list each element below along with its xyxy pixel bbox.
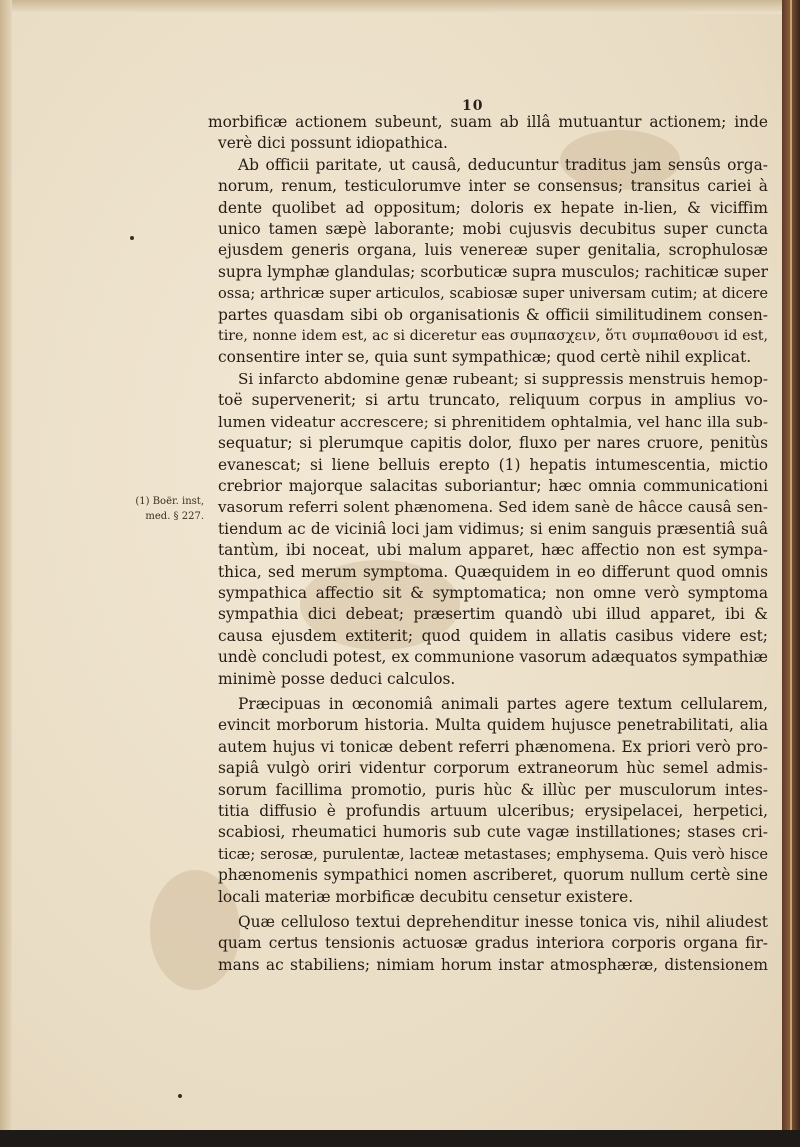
text-line: sympathia dici debeat; præsertim quandò ubi illud apparet, ibi &: [218, 605, 768, 624]
text-line: sympathica affectio sit & symptomatica; non omne verò symptoma: [218, 583, 768, 602]
text-line: toë supervenerit; si artu truncato, reliquum corpus in amplius vo-: [218, 391, 768, 410]
text-line: tantùm, ibi noceat, ubi malum apparet, hæc affectio non est sympa-: [218, 541, 768, 560]
paragraph: [208, 369, 768, 690]
text-line: tire, nonne idem est, ac si diceretur eas συμπασχειν, ὅτι συμπαθουσι id est,: [218, 328, 768, 345]
text-line: evanescat; si liene belluis erepto (1) hepatis intumescentia, mictio: [218, 455, 768, 474]
binding-stripe: [790, 0, 792, 1147]
text-line: thica, sed merum symptoma. Quæquidem in eo differunt quod omnis: [218, 562, 768, 581]
margin-footnote-line: med. § 227.: [145, 511, 204, 522]
text-line: Præcipuas in œconomiâ animali partes agere textum cellularem,: [238, 694, 768, 713]
text-line: tiendum ac de viciniâ loci jam vidimus; si enim sanguis præsentiâ suâ: [218, 519, 768, 538]
text-line: sorum facillima promotio, puris hùc & illùc per musculorum intes-: [218, 780, 768, 799]
text-line: dente quolibet ad oppositum; doloris ex hepate in-lien, & viciffim: [218, 198, 768, 217]
paragraph: [208, 155, 768, 369]
text-line: unico tamen sæpè laborante; mobi cujusvis decubitus super cuncta: [218, 220, 768, 239]
text-line: minimè posse deduci calculos.: [218, 669, 456, 688]
page-left-edge: [0, 0, 12, 1138]
text-line: quam certus tensionis actuosæ gradus interiora corporis organa fir-: [218, 934, 768, 953]
text-line: vasorum referri solent phænomena. Sed idem sanè de hâcce causâ sen-: [218, 498, 768, 517]
text-line: locali materiæ morbificæ decubitu censetur existere.: [218, 887, 634, 906]
text-line: verè dici possunt idiopathica.: [218, 134, 448, 153]
text-line: partes quasdam sibi ob organisationis & officii similitudinem consen-: [218, 305, 768, 324]
paragraph: [208, 112, 768, 155]
margin-footnote-line: (1) Boër. inst,: [135, 496, 204, 507]
paragraph: [208, 694, 768, 908]
text-line: causa ejusdem extiterit; quod quidem in allatis casibus videre est;: [218, 626, 768, 645]
margin-footnote: [118, 494, 204, 524]
text-line: Quæ celluloso textui deprehenditur inesse tonica vis, nihil aliudest: [238, 913, 768, 932]
text-line: Si infarcto abdomine genæ rubeant; si suppressis menstruis hemop-: [238, 369, 768, 388]
body-text: [208, 112, 768, 976]
text-line: phænomenis sympathici nomen ascriberet, quorum nullum certè sine: [218, 866, 768, 885]
text-line: sapiâ vulgò oriri videntur corporum extraneorum hùc semel admis-: [218, 759, 768, 778]
text-line: undè concludi potest, ex communione vasorum adæquatos sympathiæ: [218, 648, 768, 667]
text-line: morbificæ actionem subeunt, suam ab illâ mutuantur actionem; inde: [208, 113, 768, 131]
text-line: ossa; arthricæ super articulos, scabiosæ super universam cutim; at dicere: [218, 285, 768, 303]
text-line: autem hujus vi tonicæ debent referri phænomena. Ex priori verò pro-: [218, 737, 768, 756]
paragraph: [208, 912, 768, 976]
text-line: lumen videatur accrescere; si phrenitidem ophtalmia, vel hanc illa sub-: [218, 412, 768, 431]
text-line: sequatur; si plerumque capitis dolor, fluxo per nares cruore, penitùs: [218, 434, 768, 453]
page-top-edge: [0, 0, 782, 14]
text-line: crebrior majorque salacitas suboriantur; hæc omnia communicationi: [218, 476, 768, 495]
text-line: mans ac stabiliens; nimiam horum instar atmosphæræ, distensionem: [218, 955, 768, 974]
text-line: ticæ; serosæ, purulentæ, lacteæ metastases; emphysema. Quis verò hisce: [218, 845, 768, 863]
ink-speck: [130, 236, 134, 240]
page-bottom-shadow: [0, 1130, 800, 1147]
ink-speck: [178, 1094, 182, 1098]
page-number: 10: [462, 98, 484, 114]
text-line: ejusdem generis organa, luis venereæ super genitalia, scrophulosæ: [218, 241, 768, 260]
text-line: scabiosi, rheumatici humoris sub cute vagæ instillationes; stases cri-: [218, 823, 768, 842]
text-line: titia diffusio è profundis artuum ulceribus; erysipelacei, herpetici,: [218, 802, 768, 820]
text-line: norum, renum, testiculorumve inter se consensus; transitus cariei à: [218, 177, 768, 196]
text-line: evincit morborum historia. Multa quidem hujusce penetrabilitati, alia: [218, 716, 768, 735]
text-line: supra lymphæ glandulas; scorbuticæ supra musculos; rachiticæ super: [218, 262, 768, 281]
text-line: Ab officii paritate, ut causâ, deducuntur traditus jam sensûs orga-: [238, 155, 768, 174]
text-line: consentire inter se, quia sunt sympathicæ; quod certè nihil explicat.: [218, 348, 752, 367]
